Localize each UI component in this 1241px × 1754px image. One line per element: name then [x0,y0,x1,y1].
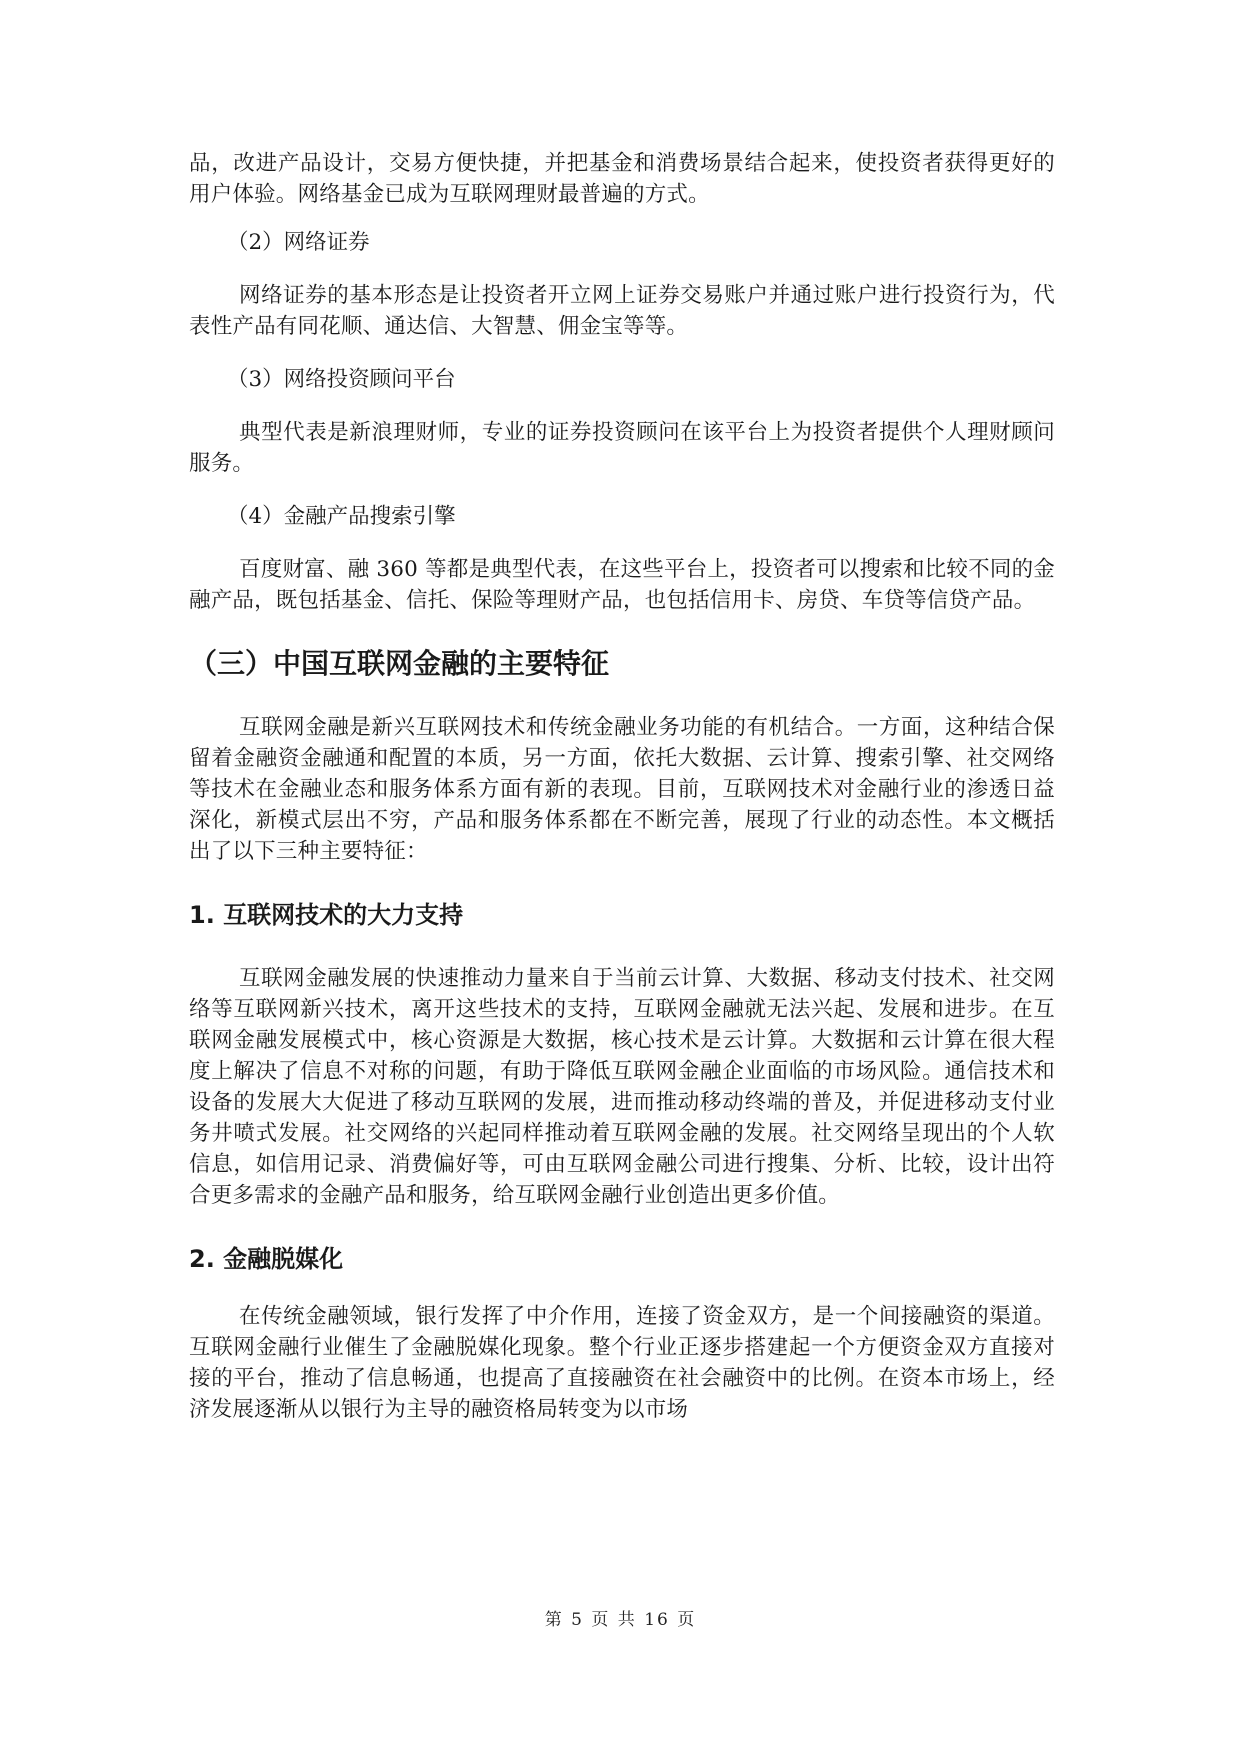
paragraph-tech-support: 互联网金融发展的快速推动力量来自于当前云计算、大数据、移动支付技术、社交网络等互联网新兴技术，离开这些技术的支持，互联网金融就无法兴起、发展和进步。在互联网金融发展模式中，核心资源是大数据，核心技术是云计算。大数据和云计算在很大程度上解决了信息不对称的问题，有助于降低互联网金融企业面临的市场风险。通信技术和设备的发展大大促进了移动互联网的发展，进而推动移动终端的普及，并促进移动支付业务井喷式发展。社交网络的兴起同样推动着互联网金融的发展。社交网络呈现出的个人软信息，如信用记录、消费偏好等，可由互联网金融公司进行搜集、分析、比较，设计出符合更多需求的金融产品和服务，给互联网金融行业创造出更多价值。 [189,966,1055,1208]
section-heading-main-features: （三）中国互联网金融的主要特征 [189,647,610,680]
subsection-heading-tech-support: 1. 互联网技术的大力支持 [189,901,464,929]
paragraph-financial-search-engine: 百度财富、融 360 等都是典型代表，在这些平台上，投资者可以搜索和比较不同的金融产品，既包括基金、信托、保险等理财产品，也包括信用卡、房贷、车贷等信贷产品。 [189,557,1055,613]
subsection-heading-disintermediation: 2. 金融脱媒化 [189,1245,344,1273]
paragraph-main-features: 互联网金融是新兴互联网技术和传统金融业务功能的有机结合。一方面，这种结合保留着金融资金融通和配置的本质，另一方面，依托大数据、云计算、搜索引擎、社交网络等技术在金融业态和服务体系方面有新的表现。目前，互联网技术对金融行业的渗透日益深化，新模式层出不穷，产品和服务体系都在不断完善，展现了行业的动态性。本文概括出了以下三种主要特征： [189,715,1055,864]
subheading-network-securities: （2）网络证券 [227,230,370,255]
paragraph-investment-advisor-platform: 典型代表是新浪理财师，专业的证券投资顾问在该平台上为投资者提供个人理财顾问服务。 [189,420,1055,476]
paragraph-disintermediation: 在传统金融领域，银行发挥了中介作用，连接了资金双方，是一个间接融资的渠道。互联网金融行业催生了金融脱媒化现象。整个行业正逐步搭建起一个方便资金双方直接对接的平台，推动了信息畅通，也提高了直接融资在社会融资中的比例。在资本市场上，经济发展逐渐从以银行为主导的融资格局转变为以市场 [189,1304,1055,1422]
paragraph-intro-continued: 品，改进产品设计，交易方便快捷，并把基金和消费场景结合起来，使投资者获得更好的用户体验。网络基金已成为互联网理财最普遍的方式。 [189,151,1055,207]
document-page [189,148,1055,1425]
subheading-investment-advisor-platform: （3）网络投资顾问平台 [227,367,456,392]
subheading-financial-search-engine: （4）金融产品搜索引擎 [227,504,456,529]
paragraph-network-securities: 网络证券的基本形态是让投资者开立网上证券交易账户并通过账户进行投资行为，代表性产品有同花顺、通达信、大智慧、佣金宝等等。 [189,283,1055,339]
page-number-footer: 第 5 页 共 16 页 [544,1610,697,1630]
